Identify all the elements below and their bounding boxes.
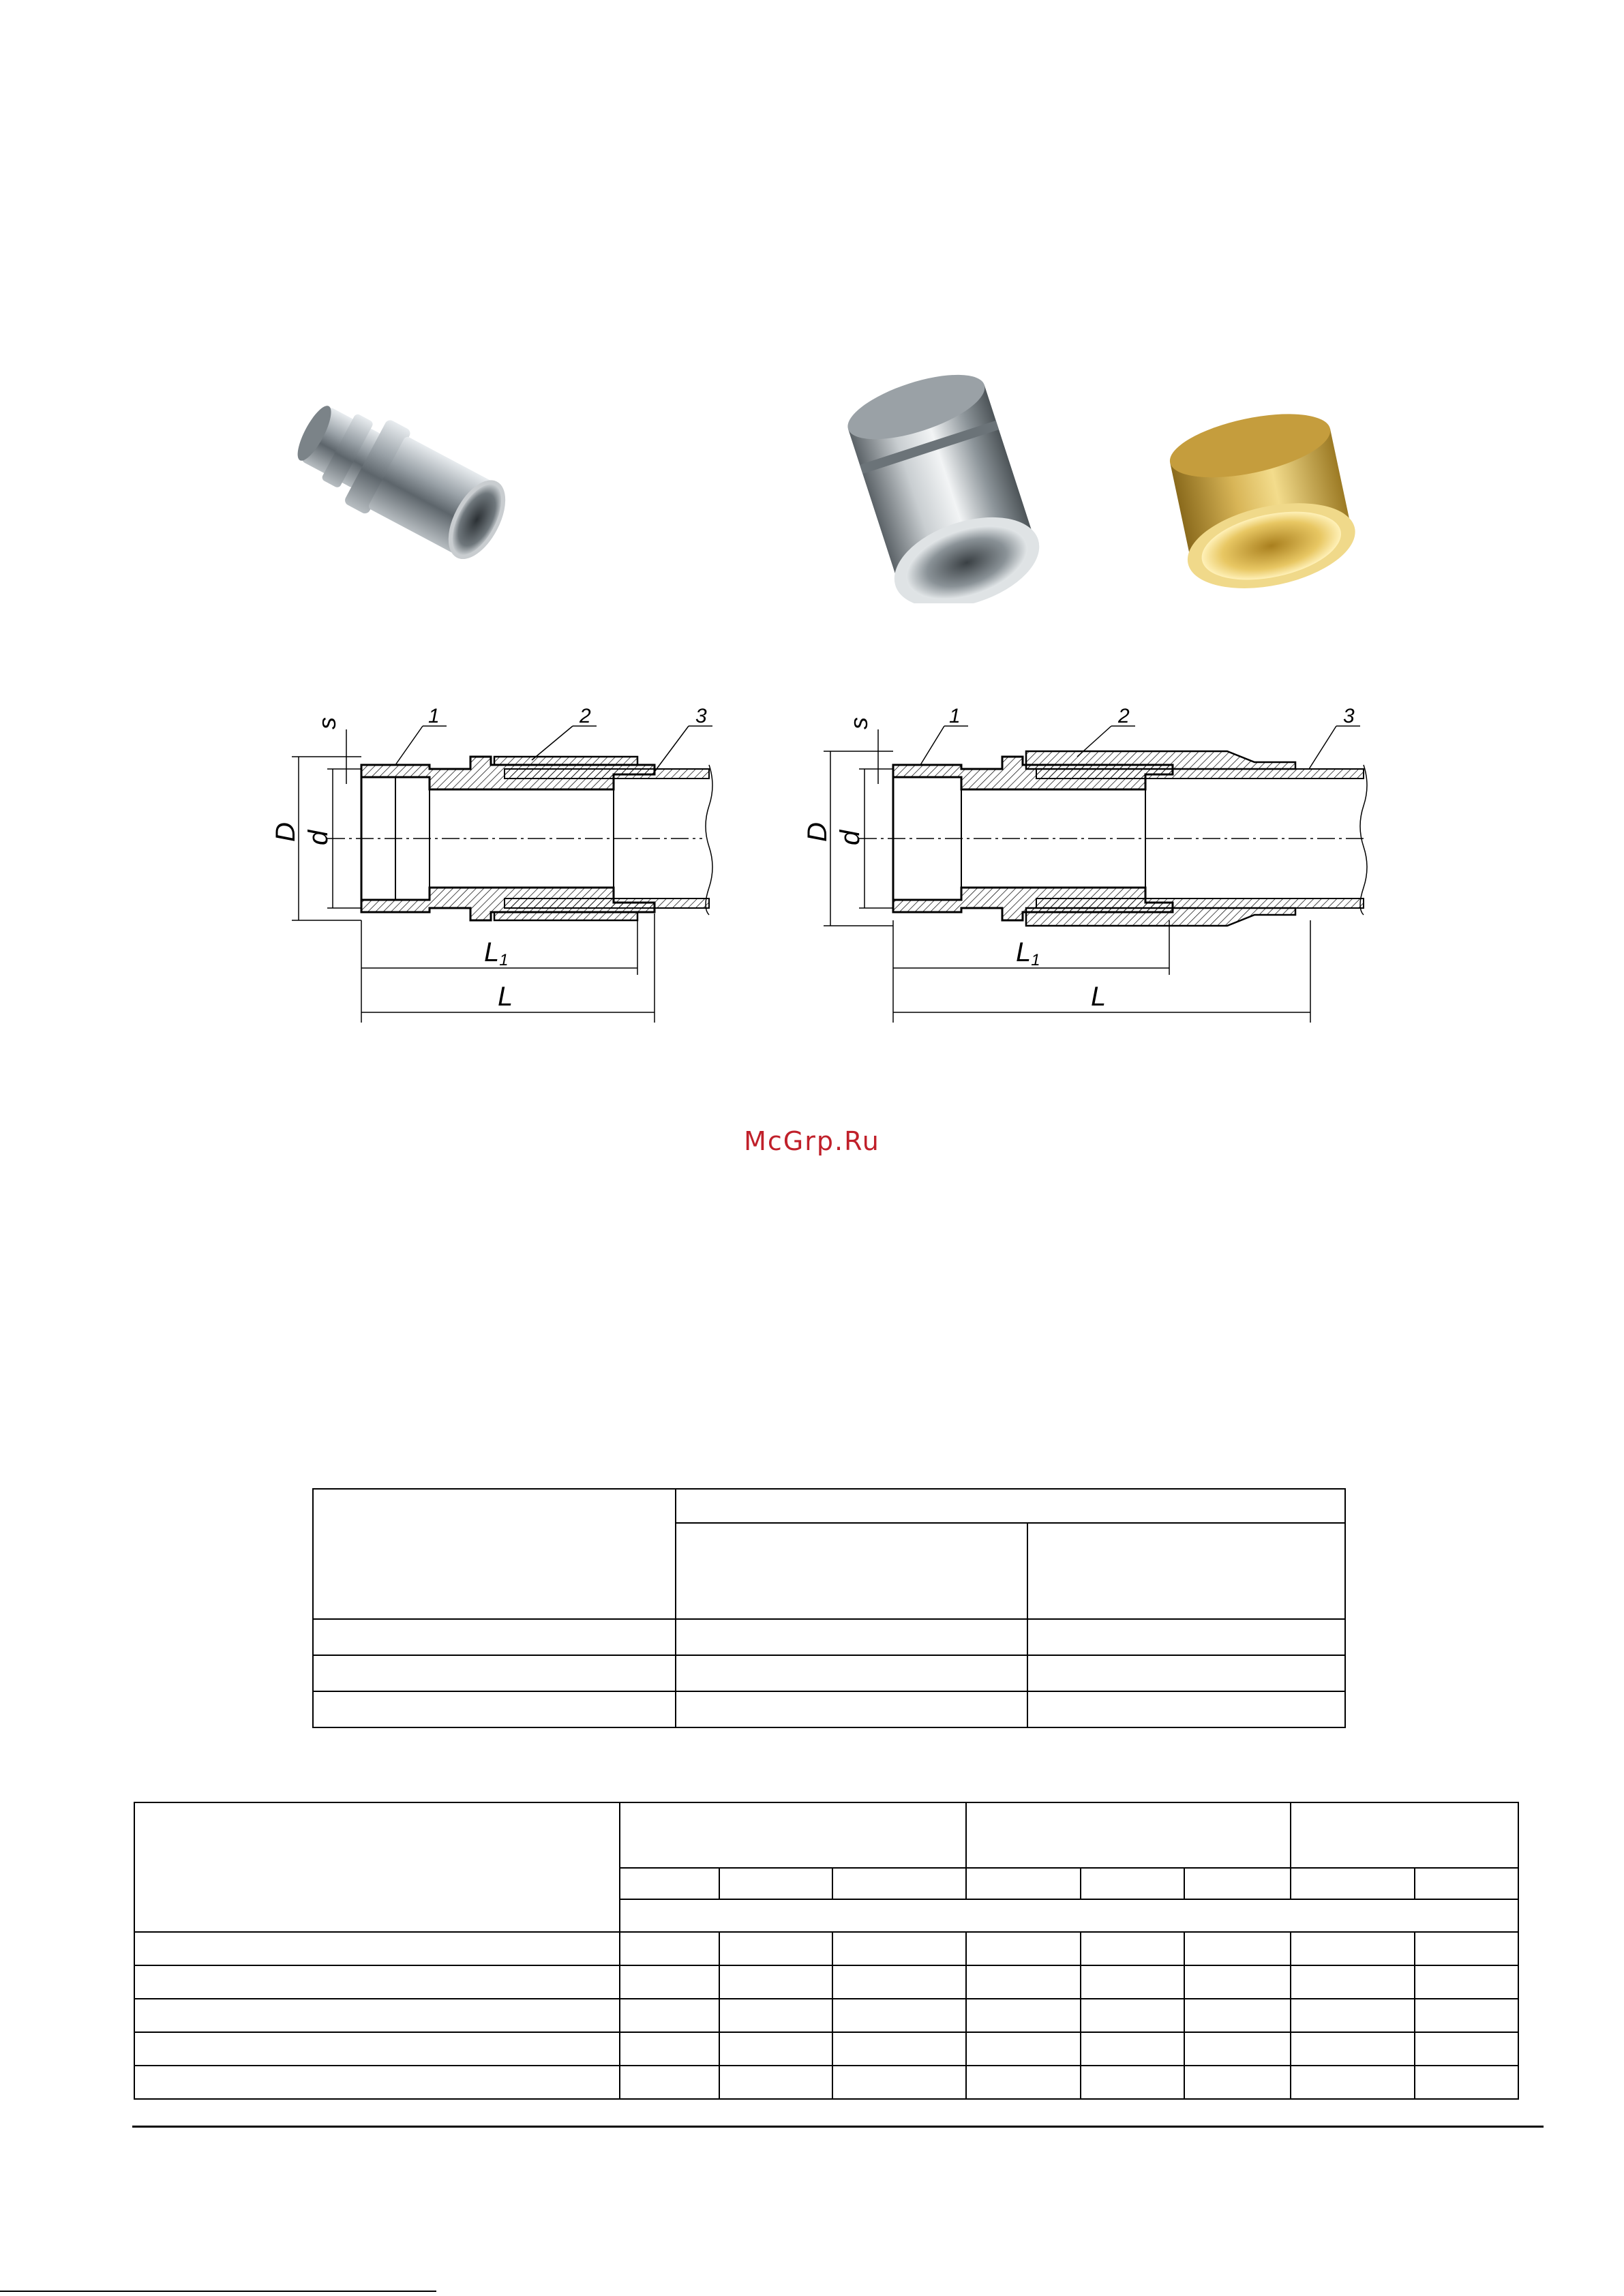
fitting-section-drawing-right <box>791 689 1377 1036</box>
footer-rule <box>132 2126 1544 2128</box>
table-row <box>313 1691 1345 1727</box>
steel-sleeve-photo <box>842 358 1067 603</box>
dim-label-d: d <box>835 830 865 845</box>
upper-table <box>312 1488 1346 1728</box>
dim-label-d: d <box>303 830 333 845</box>
dim-label-D: D <box>271 822 301 842</box>
table-row <box>313 1619 1345 1655</box>
dim-label-D: D <box>802 822 832 842</box>
fitting-section-drawing-left <box>259 689 750 1036</box>
table-cell <box>1027 1523 1345 1619</box>
table-cell <box>676 1489 1345 1523</box>
table-cell <box>620 1899 1518 1932</box>
table-row <box>134 1965 1518 1999</box>
table-row <box>313 1655 1345 1691</box>
table-cell <box>676 1523 1027 1619</box>
table-cell <box>134 1802 620 1932</box>
table-cell <box>313 1489 676 1619</box>
dim-label-L1: L1 <box>1016 937 1040 969</box>
lower-table <box>134 1802 1519 2100</box>
callout-1: 1 <box>428 705 440 727</box>
brass-sleeve-photo <box>1159 395 1377 600</box>
steel-coupling-photo <box>280 372 539 603</box>
callout-2: 2 <box>1118 705 1130 727</box>
bottom-edge-strip <box>0 2291 436 2292</box>
dim-label-s: s <box>845 717 873 729</box>
table-row <box>134 1999 1518 2032</box>
callout-3: 3 <box>1343 705 1355 727</box>
table-cell <box>620 1802 966 1868</box>
callout-1: 1 <box>949 705 961 727</box>
watermark[interactable]: McGrp.Ru <box>744 1126 880 1156</box>
dim-label-L1: L1 <box>484 937 509 969</box>
table-row <box>134 2066 1518 2099</box>
callout-2: 2 <box>580 705 591 727</box>
table-row <box>134 1932 1518 1965</box>
table-cell <box>1291 1802 1518 1868</box>
callout-3: 3 <box>695 705 707 727</box>
dim-label-s: s <box>313 717 341 729</box>
dim-label-L: L <box>498 982 513 1012</box>
dim-label-L: L <box>1091 982 1107 1012</box>
table-row <box>134 2032 1518 2066</box>
table-cell <box>966 1802 1291 1868</box>
